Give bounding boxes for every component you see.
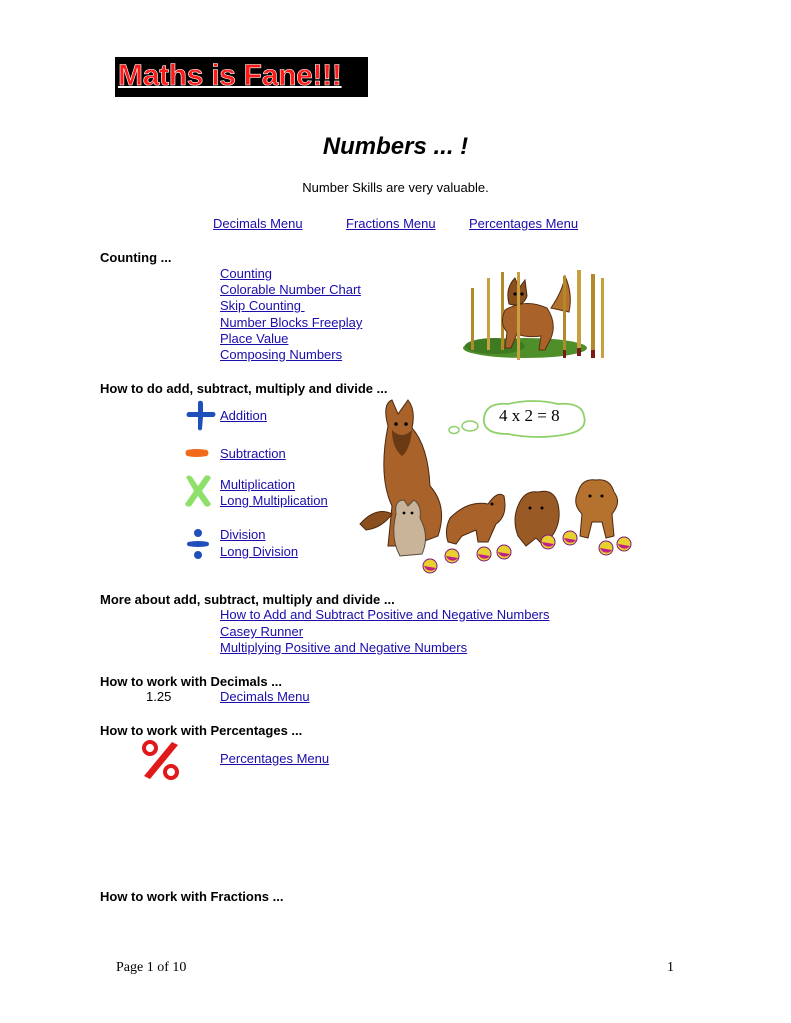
long-division-link[interactable]: Long Division bbox=[220, 544, 299, 559]
skip-counting-link[interactable]: Skip Counting bbox=[220, 298, 305, 313]
decimal-example: 1.25 bbox=[146, 689, 172, 704]
casey-runner-link[interactable]: Casey Runner bbox=[220, 624, 304, 639]
multiplying-negative-numbers-link[interactable]: Multiplying Positive and Negative Numbers bbox=[220, 640, 468, 655]
addition-link[interactable]: Addition bbox=[220, 408, 267, 423]
counting-heading: Counting ... bbox=[100, 250, 172, 265]
logo-text: Maths is Fane!!! bbox=[118, 59, 342, 92]
divide-icon bbox=[186, 528, 210, 560]
decimals-heading: How to work with Decimals ... bbox=[100, 674, 283, 689]
percentages-heading: How to work with Percentages ... bbox=[100, 723, 303, 738]
composing-numbers-link[interactable]: Composing Numbers bbox=[220, 347, 343, 362]
top-link-decimals-menu[interactable]: Decimals Menu bbox=[213, 216, 303, 231]
place-value-link[interactable]: Place Value bbox=[220, 331, 289, 346]
page-title: Numbers ... ! bbox=[322, 133, 469, 160]
subtraction-link[interactable]: Subtraction bbox=[220, 446, 286, 461]
plus-icon bbox=[184, 399, 218, 433]
site-logo bbox=[115, 57, 368, 97]
dog-weave-poles-illustration bbox=[465, 268, 610, 360]
page-number: 1 bbox=[667, 960, 674, 975]
top-link-percentages-menu[interactable]: Percentages Menu bbox=[469, 216, 579, 231]
division-link[interactable]: Division bbox=[220, 527, 266, 542]
percent-icon bbox=[140, 739, 182, 781]
more-operations-heading: More about add, subtract, multiply and divide ... bbox=[100, 592, 395, 607]
decimals-menu-link[interactable]: Decimals Menu bbox=[220, 689, 310, 704]
colorable-number-chart-link[interactable]: Colorable Number Chart bbox=[220, 282, 361, 297]
minus-icon bbox=[184, 447, 210, 459]
fractions-heading: How to work with Fractions ... bbox=[100, 889, 284, 904]
multiply-icon bbox=[182, 474, 214, 508]
page-count-label: Page 1 of 10 bbox=[116, 960, 187, 975]
counting-link[interactable]: Counting bbox=[220, 266, 273, 281]
number-blocks-freeplay-link[interactable]: Number Blocks Freeplay bbox=[220, 315, 363, 330]
thought-bubble-equation: 4 x 2 = 8 bbox=[499, 406, 560, 425]
add-subtract-negative-numbers-link[interactable]: How to Add and Subtract Positive and Negative Numbers bbox=[220, 607, 550, 622]
multiplication-link[interactable]: Multiplication bbox=[220, 477, 296, 492]
percentages-menu-link[interactable]: Percentages Menu bbox=[220, 751, 330, 766]
long-multiplication-link[interactable]: Long Multiplication bbox=[220, 493, 328, 508]
operations-heading: How to do add, subtract, multiply and divide ... bbox=[100, 381, 388, 396]
top-link-fractions-menu[interactable]: Fractions Menu bbox=[346, 216, 436, 231]
page-subtitle: Number Skills are very valuable. bbox=[302, 180, 489, 195]
